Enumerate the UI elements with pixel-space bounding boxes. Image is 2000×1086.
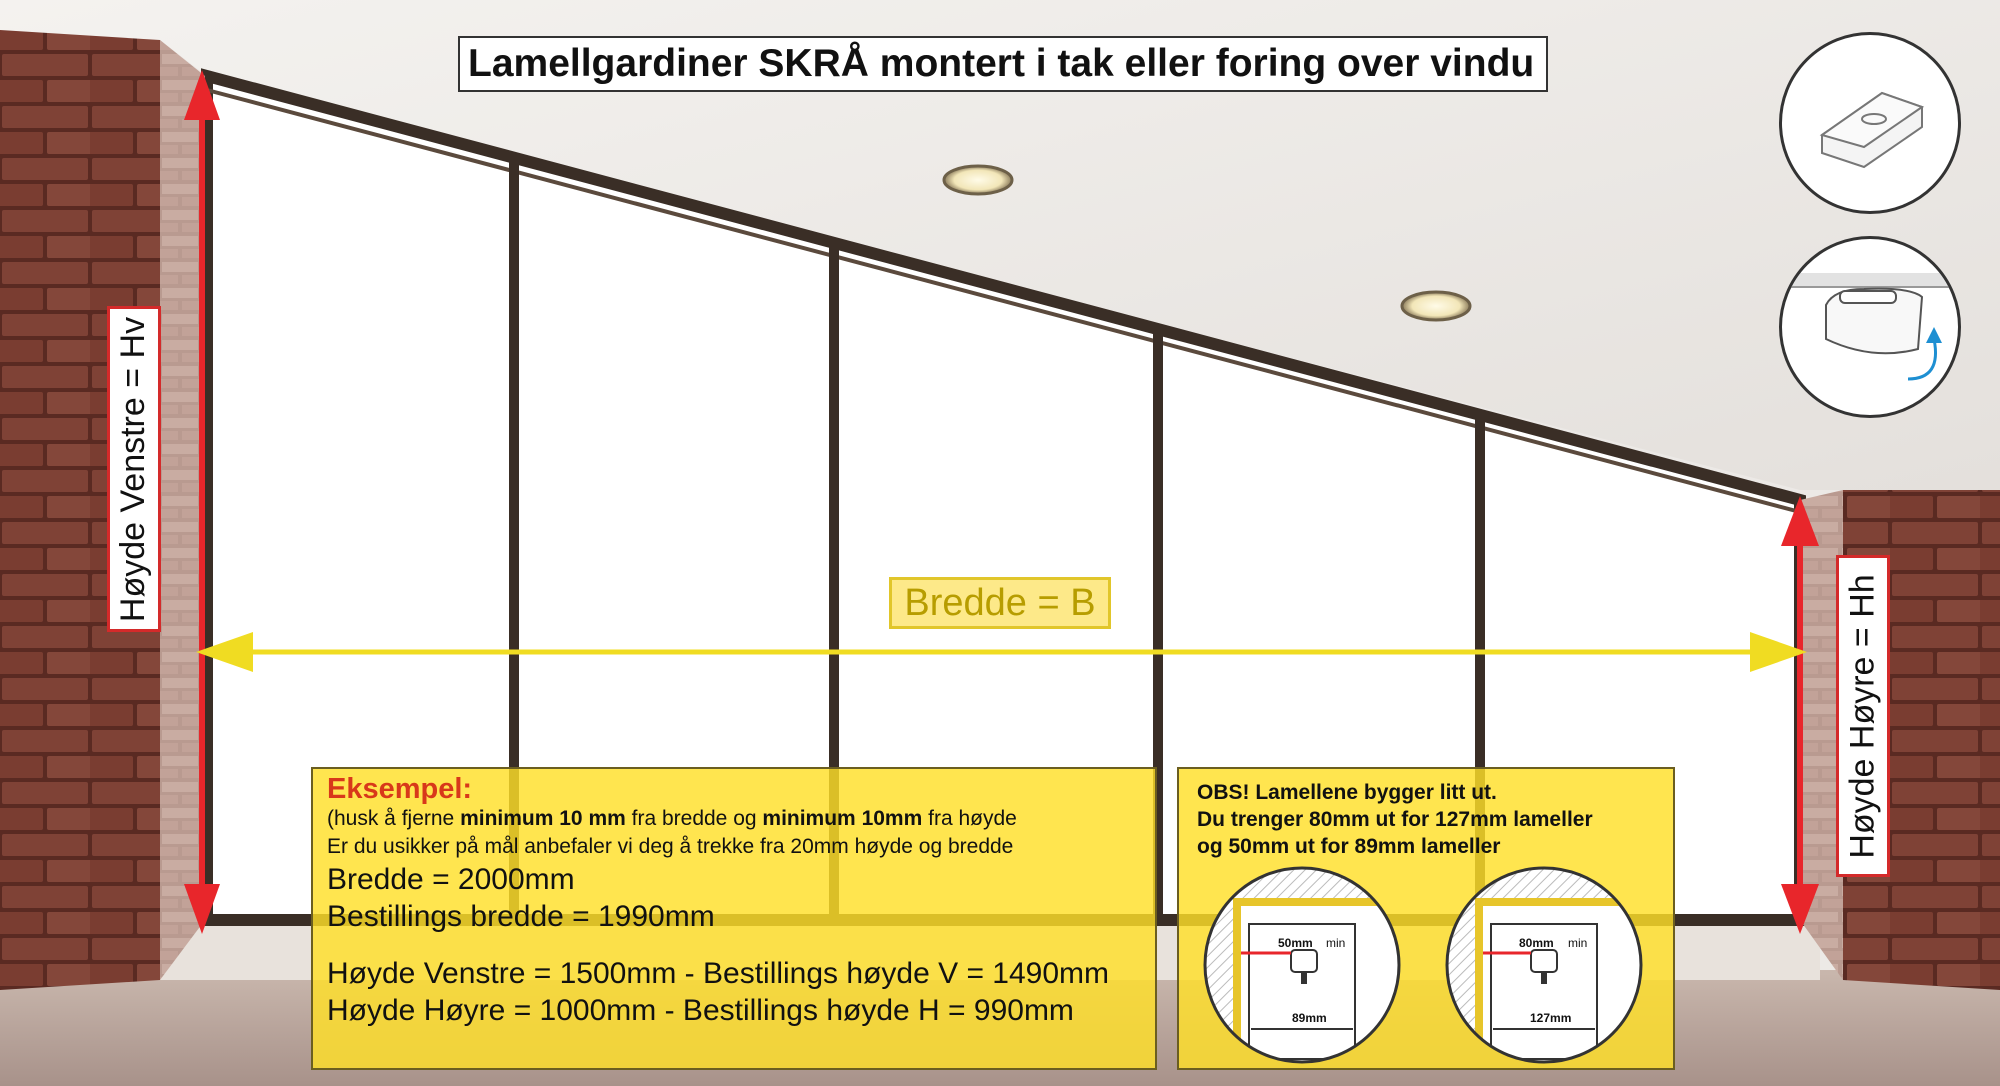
- detail-offset-127: 80mm: [1519, 936, 1554, 950]
- note-part: (husk å fjerne: [327, 807, 461, 830]
- detail-slat-127: 127mm: [1530, 1011, 1572, 1025]
- ceiling-lamp-icon: [944, 166, 1012, 194]
- note-part: fra bredde og: [625, 807, 763, 830]
- detail-127mm: [1441, 868, 1665, 1072]
- bracket-mount-icon: [1779, 236, 1961, 418]
- ceiling-lamp-icon: [1402, 292, 1470, 320]
- width-label: Bredde = B: [889, 577, 1111, 629]
- detail-offset-89: 50mm: [1278, 936, 1313, 950]
- right-height-label: [1836, 555, 1890, 877]
- detail-slat-89: 89mm: [1292, 1011, 1327, 1025]
- obs-panel: [1177, 767, 1675, 1070]
- example-panel: [311, 767, 1157, 1070]
- note-part: fra høyde: [922, 807, 1017, 830]
- right-height-label-text: Høyde Høyre = Hh: [1843, 573, 1882, 859]
- example-order-width: Bestillings bredde = 1990mm: [327, 900, 715, 933]
- note-part-bold: minimum 10 mm: [460, 807, 626, 830]
- note-part-bold: minimum 10mm: [762, 807, 923, 830]
- left-height-label: [107, 306, 161, 632]
- obs-line-2: Du trenger 80mm ut for 127mm lameller: [1197, 808, 1593, 831]
- detail-min-127: min: [1568, 936, 1588, 950]
- left-wall-reveal: [160, 40, 205, 980]
- bracket-clip-icon: [1779, 32, 1961, 214]
- example-heading: Eksempel:: [327, 773, 473, 805]
- left-height-label-text: Høyde Venstre = Hv: [114, 316, 153, 622]
- page-title: Lamellgardiner SKRÅ montert i tak eller foring over vindu: [458, 36, 1548, 92]
- obs-line-1: OBS! Lamellene bygger litt ut.: [1197, 781, 1497, 804]
- example-note-2: Er du usikker på mål anbefaler vi deg å trekke fra 20mm høyde og bredde: [327, 835, 1014, 858]
- example-left-height: Høyde Venstre = 1500mm - Bestillings høyde V = 1490mm: [327, 957, 1110, 990]
- detail-89mm: [1199, 868, 1423, 1072]
- obs-line-3: og 50mm ut for 89mm lameller: [1197, 835, 1501, 858]
- obs-text: [1197, 779, 1593, 860]
- example-note: [327, 805, 1155, 833]
- example-width: Bredde = 2000mm: [327, 863, 575, 896]
- example-right-height: Høyde Høyre = 1000mm - Bestillings høyde H = 990mm: [327, 994, 1074, 1027]
- detail-min-89: min: [1326, 936, 1346, 950]
